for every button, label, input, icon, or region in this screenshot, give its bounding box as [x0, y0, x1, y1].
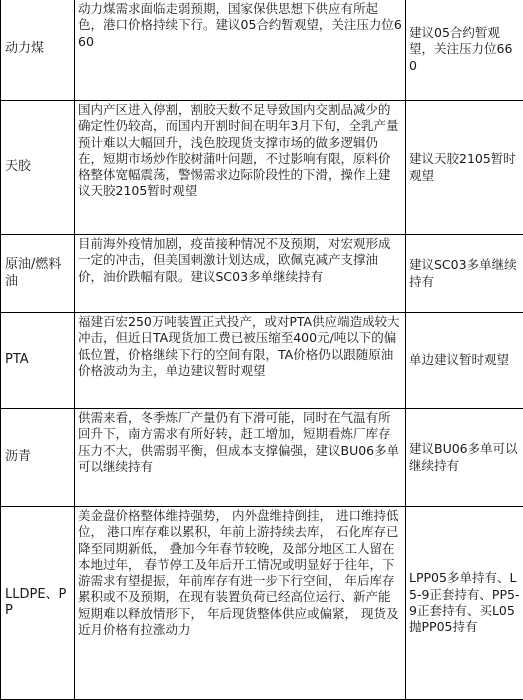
- analysis-text: 国内产区进入停割，割胶天数不足导致国内交割品减少的确定性仍较高，而国内开割时间在明年3月下旬，全乳产量预计难以大幅回升，浅色胶现货支撑市场的做多逻辑仍在，短期市场炒作胶树蒲叶问题，不过影响有限，原料价格整体宽幅震荡，警惕需求边际阶段性的下滑，操作上建议天胶2105暂时观望: [78, 102, 402, 200]
- analysis-text: 动力煤需求面临走弱预期，国家保供思想下供应有所起色，港口价格持续下行。建议05合约暂观望，关注压力位660: [78, 1, 402, 50]
- table-row: [1, 409, 523, 507]
- trading-advice: 建议天胶2105暂时观望: [406, 101, 523, 235]
- commodity-name: 天胶: [1, 101, 75, 235]
- analysis-text: 福建百宏250万吨装置正式投产，或对PTA供应端造成较大冲击，但近日TA现货加工费已被压缩至400元/吨以下的偏低位置，价格继续下行的空间有限，TA价格仍以跟随原油价格波动为主，单边建议暂时观望: [78, 314, 402, 379]
- market-analysis: [75, 507, 406, 700]
- trading-advice: LPP05多单持有、L5-9正套持有、PP5-9正套持有、买L05抛PP05持有: [406, 507, 523, 700]
- table-row: [1, 235, 523, 313]
- trading-advice: 建议SC03多单继续持有: [406, 235, 523, 313]
- market-analysis: [75, 409, 406, 507]
- table-row: [1, 507, 523, 700]
- analysis-text: 目前海外疫情加剧，疫苗接种情况不及预期，对宏观形成一定的冲击，但美国刺激计划达成，欧佩克减产支撑油价，油价跌幅有限。建议SC03多单继续持有: [78, 236, 402, 285]
- table-row: [1, 313, 523, 409]
- trading-advice: 单边建议暂时观望: [406, 313, 523, 409]
- commodity-name: 原油/燃料油: [1, 235, 75, 313]
- market-analysis: [75, 235, 406, 313]
- table-row: [1, 0, 523, 101]
- commodity-name: 动力煤: [1, 0, 75, 101]
- analysis-text: 美金盘价格整体维持强势， 内外盘维持倒挂， 进口维持低位， 港口库存难以累积，年前上游持续去库， 石化库存已降至同期新低， 叠加今年春节较晚，及部分地区工人留在本地过年， 春节停工及年后开工情况或明显好于往年，下游需求有望提振，年前库存有进一步下行空间， 年后库存累积或不及预期，在现有装置负荷已经高位运行、新产能短期难以释放情形下， 年后现货整体供应或偏紧， 现货及近月价格有拉涨动力: [78, 508, 402, 638]
- commodity-name: 沥青: [1, 409, 75, 507]
- analysis-text: 供需来看，冬季炼厂产量仍有下滑可能，同时在气温有所回升下，南方需求有所好转，赶工增加，短期看炼厂库存压力不大，供需弱平衡，但成本支撑偏强，建议BU06多单可以继续持有: [78, 410, 402, 475]
- market-analysis: [75, 101, 406, 235]
- trading-advice: 建议05合约暂观望，关注压力位660: [406, 0, 523, 101]
- commodity-name: PTA: [1, 313, 75, 409]
- trading-advice: 建议BU06多单可以继续持有: [406, 409, 523, 507]
- market-analysis: [75, 0, 406, 101]
- commodity-name: LLDPE、PP: [1, 507, 75, 700]
- table-row: [1, 101, 523, 235]
- market-analysis: [75, 313, 406, 409]
